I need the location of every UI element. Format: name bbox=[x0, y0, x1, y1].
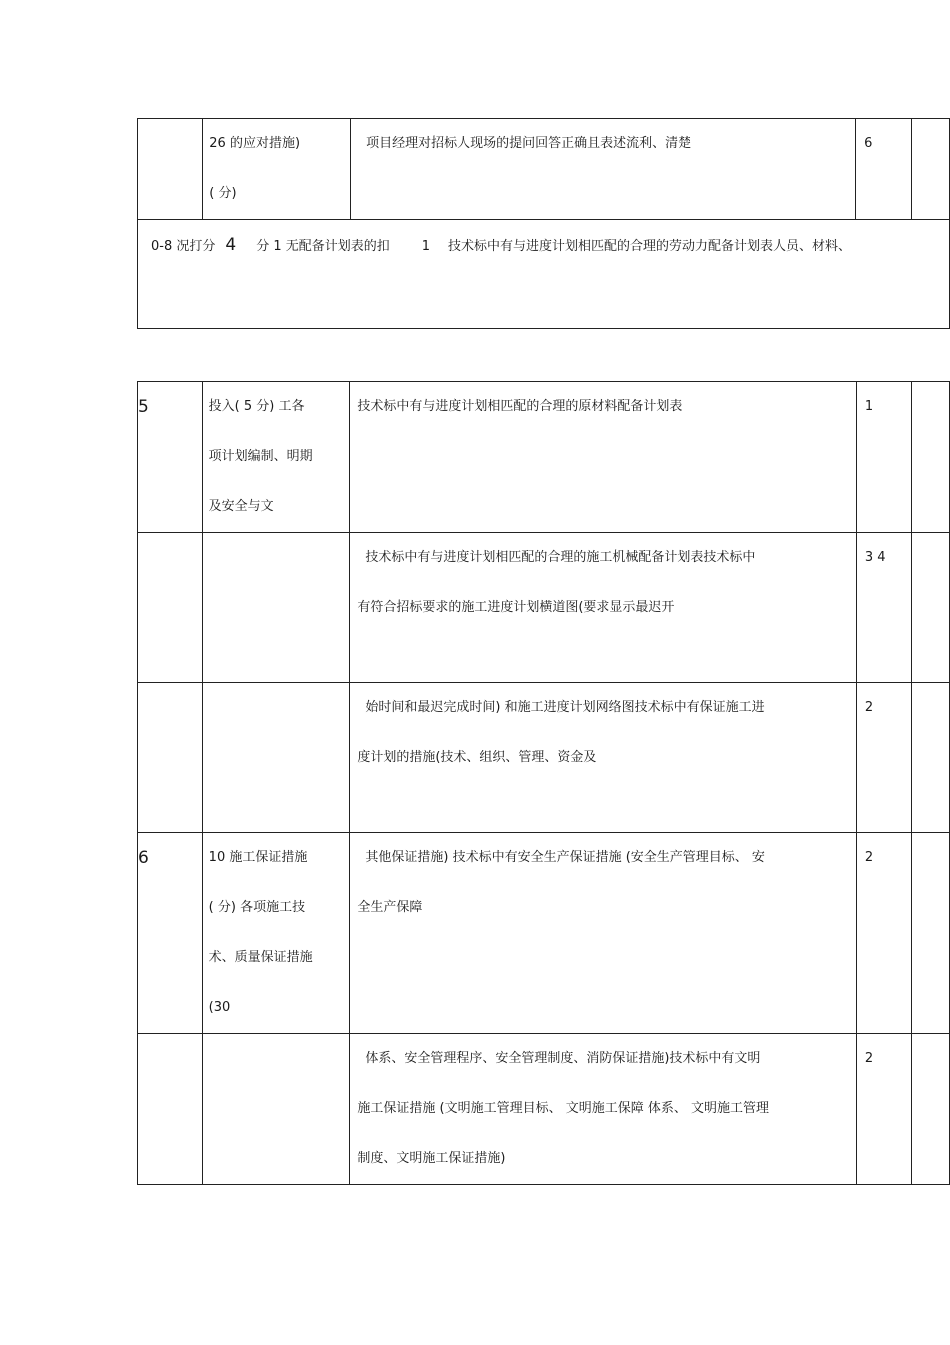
score-cell bbox=[856, 683, 911, 833]
score-cell bbox=[856, 833, 911, 1034]
content-line: 其他保证措施) 技术标中有安全生产保证措施 (安全生产管理目标、 安 bbox=[365, 850, 765, 865]
content-line: 技术标中有与进度计划相匹配的合理的原材料配备计划表 bbox=[357, 399, 683, 414]
labor-plan-text: 技术标中有与进度计划相匹配的合理的劳动力配备计划表人员、材料、 bbox=[448, 239, 852, 254]
content-line: 项目经理对招标人现场的提问回答正确且表述流利、清楚 bbox=[366, 136, 692, 151]
table-row bbox=[138, 833, 950, 1034]
content-cell bbox=[350, 382, 857, 533]
content-cell bbox=[350, 683, 857, 833]
content-line: 技术标中有与进度计划相匹配的合理的施工机械配备计划表技术标中 bbox=[365, 550, 756, 565]
criterion-line: 项计划编制、明期 bbox=[208, 449, 313, 464]
score-value: 2 bbox=[864, 700, 874, 715]
content-line: 施工保证措施 (文明施工管理目标、 文明施工保障 体系、 文明施工管理 bbox=[357, 1101, 769, 1116]
criterion-line: 26 的应对措施) bbox=[209, 136, 301, 151]
item-number: 6 bbox=[138, 848, 149, 868]
score-value: 2 bbox=[864, 850, 874, 865]
extra-cell bbox=[911, 119, 949, 220]
content-line: 制度、文明施工保证措施) bbox=[357, 1151, 506, 1166]
content-cell bbox=[350, 1034, 857, 1185]
content-line: 体系、安全管理程序、安全管理制度、消防保证措施)技术标中有文明 bbox=[365, 1051, 761, 1066]
score-value: 3 4 bbox=[864, 550, 886, 565]
content-line: 度计划的措施(技术、组织、管理、资金及 bbox=[357, 750, 597, 765]
criterion-cell bbox=[202, 533, 350, 683]
table-row bbox=[138, 382, 950, 533]
content-line: 有符合招标要求的施工进度计划横道图(要求显示最迟开 bbox=[357, 600, 675, 615]
criterion-line: ( 分) bbox=[209, 186, 237, 201]
score-value: 1 bbox=[864, 399, 874, 414]
item-number-cell bbox=[138, 1034, 203, 1185]
item-number-cell bbox=[138, 119, 203, 220]
merged-row-line bbox=[138, 220, 949, 270]
extra-cell bbox=[912, 683, 950, 833]
criterion-cell bbox=[202, 833, 350, 1034]
scoring-table-main bbox=[137, 381, 950, 1185]
item-number-cell bbox=[138, 533, 203, 683]
score-cell bbox=[856, 119, 911, 220]
extra-cell bbox=[912, 382, 950, 533]
content-cell bbox=[350, 533, 857, 683]
item-number-cell bbox=[138, 382, 203, 533]
merged-row-cell bbox=[138, 220, 950, 329]
criterion-cell bbox=[203, 119, 351, 220]
table-row bbox=[138, 533, 950, 683]
item-number-cell bbox=[138, 833, 203, 1034]
table-row bbox=[138, 1034, 950, 1185]
criterion-cell bbox=[202, 683, 350, 833]
score-cell bbox=[856, 1034, 911, 1185]
extra-cell bbox=[912, 1034, 950, 1185]
criterion-line: 术、质量保证措施 bbox=[208, 950, 313, 965]
table-row bbox=[138, 683, 950, 833]
item-number-cell bbox=[138, 683, 203, 833]
extra-cell bbox=[912, 833, 950, 1034]
criterion-line: 投入( 5 分) 工各 bbox=[208, 399, 305, 414]
score-value: 2 bbox=[864, 1051, 874, 1066]
deduction-text: 分 1 无配备计划表的扣 bbox=[256, 239, 390, 254]
score-cell bbox=[856, 533, 911, 683]
table-row bbox=[138, 220, 950, 329]
criterion-line: 10 施工保证措施 bbox=[208, 850, 308, 865]
points-value: 4 bbox=[225, 235, 237, 255]
range-text: 0-8 况打分 bbox=[151, 239, 216, 254]
content-cell bbox=[350, 833, 857, 1034]
deduction-value: 1 bbox=[421, 239, 431, 254]
content-line: 全生产保障 bbox=[357, 900, 423, 915]
extra-cell bbox=[912, 533, 950, 683]
criterion-cell bbox=[202, 1034, 350, 1185]
scoring-table-top bbox=[137, 118, 950, 329]
score-cell bbox=[856, 382, 911, 533]
criterion-cell bbox=[202, 382, 350, 533]
content-line: 始时间和最迟完成时间) 和施工进度计划网络图技术标中有保证施工进 bbox=[365, 700, 765, 715]
criterion-line: 及安全与文 bbox=[208, 499, 274, 514]
item-number: 5 bbox=[138, 397, 149, 417]
criterion-line: (30 bbox=[208, 1000, 231, 1015]
score-value: 6 bbox=[864, 136, 873, 151]
criterion-line: ( 分) 各项施工技 bbox=[208, 900, 306, 915]
table-row bbox=[138, 119, 950, 220]
content-cell bbox=[351, 119, 856, 220]
